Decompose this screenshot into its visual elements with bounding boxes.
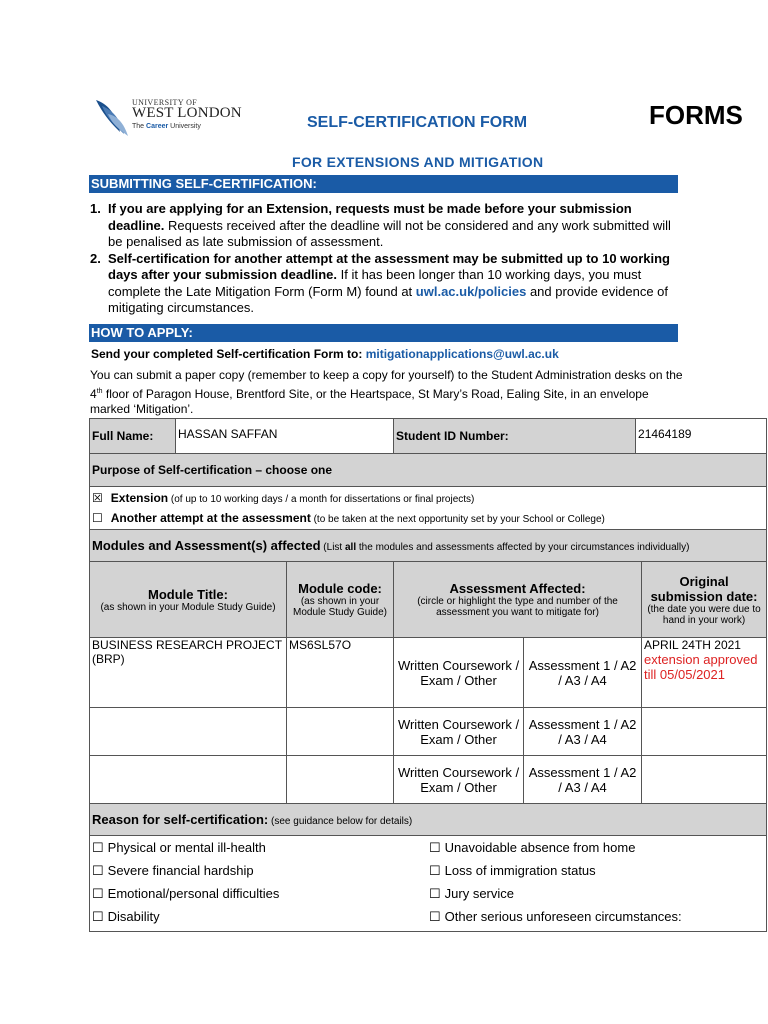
- full-name-label: Full Name:: [90, 419, 176, 454]
- reason-checkbox[interactable]: ☐ Unavoidable absence from home: [429, 840, 636, 855]
- col-assessment-affected: Assessment Affected: (circle or highlight the type and number of the assessment you want to mitigate for): [394, 562, 642, 638]
- reason-checkbox[interactable]: ☐ Disability: [92, 909, 160, 924]
- unchecked-box-icon[interactable]: ☐: [92, 511, 103, 525]
- module-title-cell[interactable]: [90, 708, 287, 756]
- logo-line2: WEST LONDON: [132, 105, 242, 121]
- reasons-right-column: [429, 836, 682, 928]
- submitting-item-1: 1. If you are applying for an Extension, requests must be made before your submission deadline. Requests received after the deadline will not be considered and any work submitted will be penalised as late submission of assessment.: [90, 201, 671, 249]
- checked-box-icon[interactable]: ☒: [92, 491, 103, 505]
- checkbox-icon[interactable]: ☐: [92, 863, 104, 878]
- purpose-options-row: [90, 487, 767, 530]
- checkbox-icon[interactable]: ☐: [92, 909, 104, 924]
- logo-line3: The Career University: [132, 123, 201, 130]
- full-name-field[interactable]: HASSAN SAFFAN: [176, 419, 394, 454]
- paper-copy-instruction: You can submit a paper copy (remember to keep a copy for yourself) to the Student Administration desks on the 4th floor of Paragon House, Brentford Site, or the Heartspace, St Mary’s Road, Ealing Site, in an envelope marked ‘Mitigation’.: [90, 368, 683, 416]
- submitting-list: [90, 201, 680, 317]
- assessment-number-cell[interactable]: Assessment 1 / A2 / A3 / A4: [524, 708, 642, 756]
- modules-column-headers: [90, 562, 767, 638]
- reasons-row: [90, 836, 767, 932]
- assessment-type-cell[interactable]: Written Coursework / Exam / Other: [394, 638, 524, 708]
- module-code-cell[interactable]: [287, 756, 394, 804]
- reason-checkbox[interactable]: ☐ Jury service: [429, 886, 515, 901]
- forms-label: FORMS: [649, 100, 743, 130]
- reasons-heading: Reason for self-certification: (see guidance below for details): [90, 804, 767, 836]
- logo-line1: UNIVERSITY OF: [132, 98, 198, 107]
- student-id-label: Student ID Number:: [394, 419, 636, 454]
- col-module-code: Module code: (as shown in your Module Study Guide): [287, 562, 394, 638]
- how-to-apply-heading: HOW TO APPLY:: [89, 324, 678, 342]
- form-title: SELF-CERTIFICATION FORM: [307, 114, 528, 131]
- module-title-cell[interactable]: [90, 756, 287, 804]
- option-extension[interactable]: ☒ Extension (of up to 10 working days / a month for dissertations or final projects): [92, 491, 475, 505]
- mitigation-email-link[interactable]: mitigationapplications@uwl.ac.uk: [365, 347, 559, 361]
- module-row: [90, 756, 767, 804]
- purpose-heading-row: [90, 454, 767, 487]
- module-row: [90, 638, 767, 708]
- checkbox-icon[interactable]: ☐: [429, 840, 441, 855]
- reasons-heading-row: [90, 804, 767, 836]
- col-submission-date: Original submission date: (the date you were due to hand in your work): [642, 562, 767, 638]
- student-row: [90, 419, 767, 454]
- assessment-type-cell[interactable]: Written Coursework / Exam / Other: [394, 708, 524, 756]
- checkbox-icon[interactable]: ☐: [92, 840, 104, 855]
- module-title-cell[interactable]: BUSINESS RESEARCH PROJECT (BRP): [90, 638, 287, 708]
- submission-date-cell[interactable]: APRIL 24TH 2021 extension approved till 05/05/2021: [642, 638, 767, 708]
- assessment-number-cell[interactable]: Assessment 1 / A2 / A3 / A4: [524, 638, 642, 708]
- submitting-item-2: 2. Self-certification for another attempt at the assessment may be submitted up to 10 working days after your submission deadline. If it has been longer than 10 working days, you must complete the Late Mitigation Form (Form M) found at uwl.ac.uk/policies and provide evidence of mitigating circumstances.: [90, 250, 671, 315]
- submission-date-cell[interactable]: [642, 756, 767, 804]
- reason-checkbox[interactable]: ☐ Emotional/personal difficulties: [92, 886, 280, 901]
- checkbox-icon[interactable]: ☐: [429, 909, 441, 924]
- option-another-attempt[interactable]: ☐ Another attempt at the assessment (to be taken at the next opportunity set by your School or College): [92, 511, 605, 525]
- module-row: [90, 708, 767, 756]
- send-instruction: Send your completed Self-certification Form to: mitigationapplications@uwl.ac.uk: [91, 347, 559, 361]
- submitting-heading: SUBMITTING SELF-CERTIFICATION:: [89, 175, 678, 193]
- student-id-field[interactable]: 21464189: [636, 419, 767, 454]
- checkbox-icon[interactable]: ☐: [429, 886, 441, 901]
- purpose-heading: Purpose of Self-certification – choose one: [90, 454, 767, 487]
- modules-heading: Modules and Assessment(s) affected (List all the modules and assessments affected by your circumstances individually): [90, 530, 767, 562]
- reasons-left-column: [90, 836, 429, 928]
- modules-heading-row: [90, 530, 767, 562]
- submission-date-cell[interactable]: [642, 708, 767, 756]
- module-code-cell[interactable]: [287, 708, 394, 756]
- reason-checkbox[interactable]: ☐ Other serious unforeseen circumstances:: [429, 909, 682, 924]
- reason-checkbox[interactable]: ☐ Loss of immigration status: [429, 863, 596, 878]
- checkbox-icon[interactable]: ☐: [429, 863, 441, 878]
- module-code-cell[interactable]: MS6SL57O: [287, 638, 394, 708]
- form-subtitle: FOR EXTENSIONS AND MITIGATION: [292, 154, 544, 170]
- col-module-title: Module Title: (as shown in your Module Study Guide): [90, 562, 287, 638]
- policies-link[interactable]: uwl.ac.uk/policies: [415, 283, 527, 299]
- university-logo: [94, 96, 254, 138]
- reason-checkbox[interactable]: ☐ Severe financial hardship: [92, 863, 254, 878]
- self-cert-form-table: [89, 418, 767, 932]
- checkbox-icon[interactable]: ☐: [92, 886, 104, 901]
- assessment-number-cell[interactable]: Assessment 1 / A2 / A3 / A4: [524, 756, 642, 804]
- wing-logo-icon: [94, 96, 130, 136]
- reason-checkbox[interactable]: ☐ Physical or mental ill-health: [92, 840, 266, 855]
- assessment-type-cell[interactable]: Written Coursework / Exam / Other: [394, 756, 524, 804]
